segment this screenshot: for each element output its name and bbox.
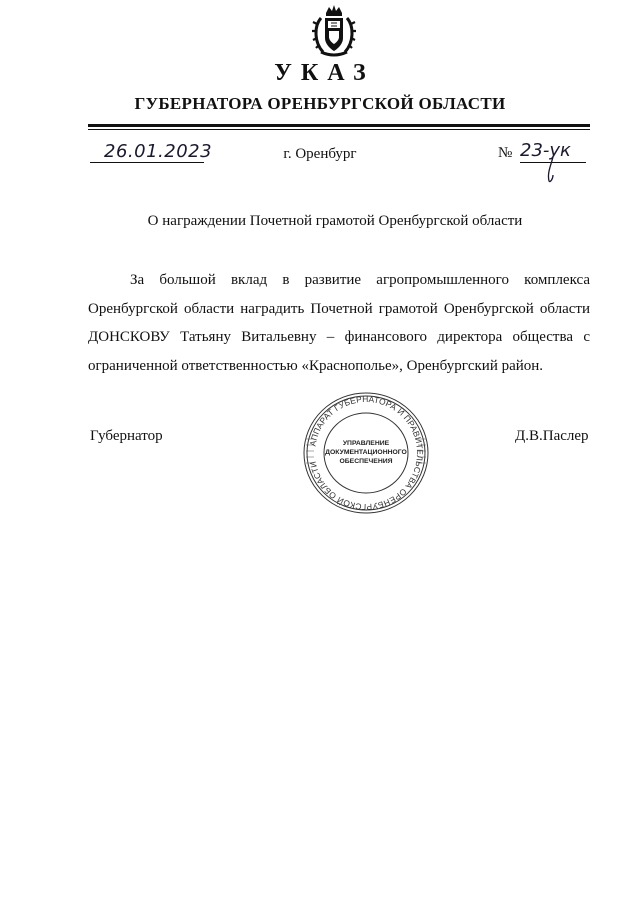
handwritten-stroke (541, 157, 561, 183)
official-seal (300, 389, 432, 517)
document-city: г. Оренбург (283, 146, 357, 162)
seal-center-line-2: ДОКУМЕНТАЦИОННОГО (325, 449, 407, 456)
document-body (88, 266, 590, 380)
document-heading: О награждении Почетной грамотой Оренбургской области (147, 213, 523, 229)
header-divider-thick (88, 124, 590, 127)
number-sign: № (498, 145, 513, 161)
document-number: 23-ук (520, 140, 571, 161)
coat-of-arms-icon (311, 4, 357, 58)
document-date: 26.01.2023 (104, 141, 213, 162)
seal-center-line-3: ОБЕСПЕЧЕНИЯ (339, 458, 393, 465)
seal-center-line-1: УПРАВЛЕНИЕ (342, 440, 390, 447)
header-divider-thin (88, 129, 590, 130)
signatory-role: Губернатор (90, 428, 163, 444)
body-paragraph: За большой вклад в развитие агропромышленного комплекса Оренбургской области наградить Почетной грамотой Оренбургской области ДОНСКОВУ Татьяну Витальевну – финансового директора общества с ограниченной ответственностью «Краснополье», Оренбургский район. (88, 272, 590, 374)
document-title: УКАЗ (274, 60, 375, 86)
document-subtitle: ГУБЕРНАТОРА ОРЕНБУРГСКОЙ ОБЛАСТИ (134, 94, 506, 113)
signatory-name: Д.В.Паслер (515, 428, 589, 444)
seal-ring-text: АППАРАТ ГУБЕРНАТОРА И ПРАВИТЕЛЬСТВА ОРЕНБУРГСКОЙ ОБЛАСТИ (307, 393, 426, 513)
